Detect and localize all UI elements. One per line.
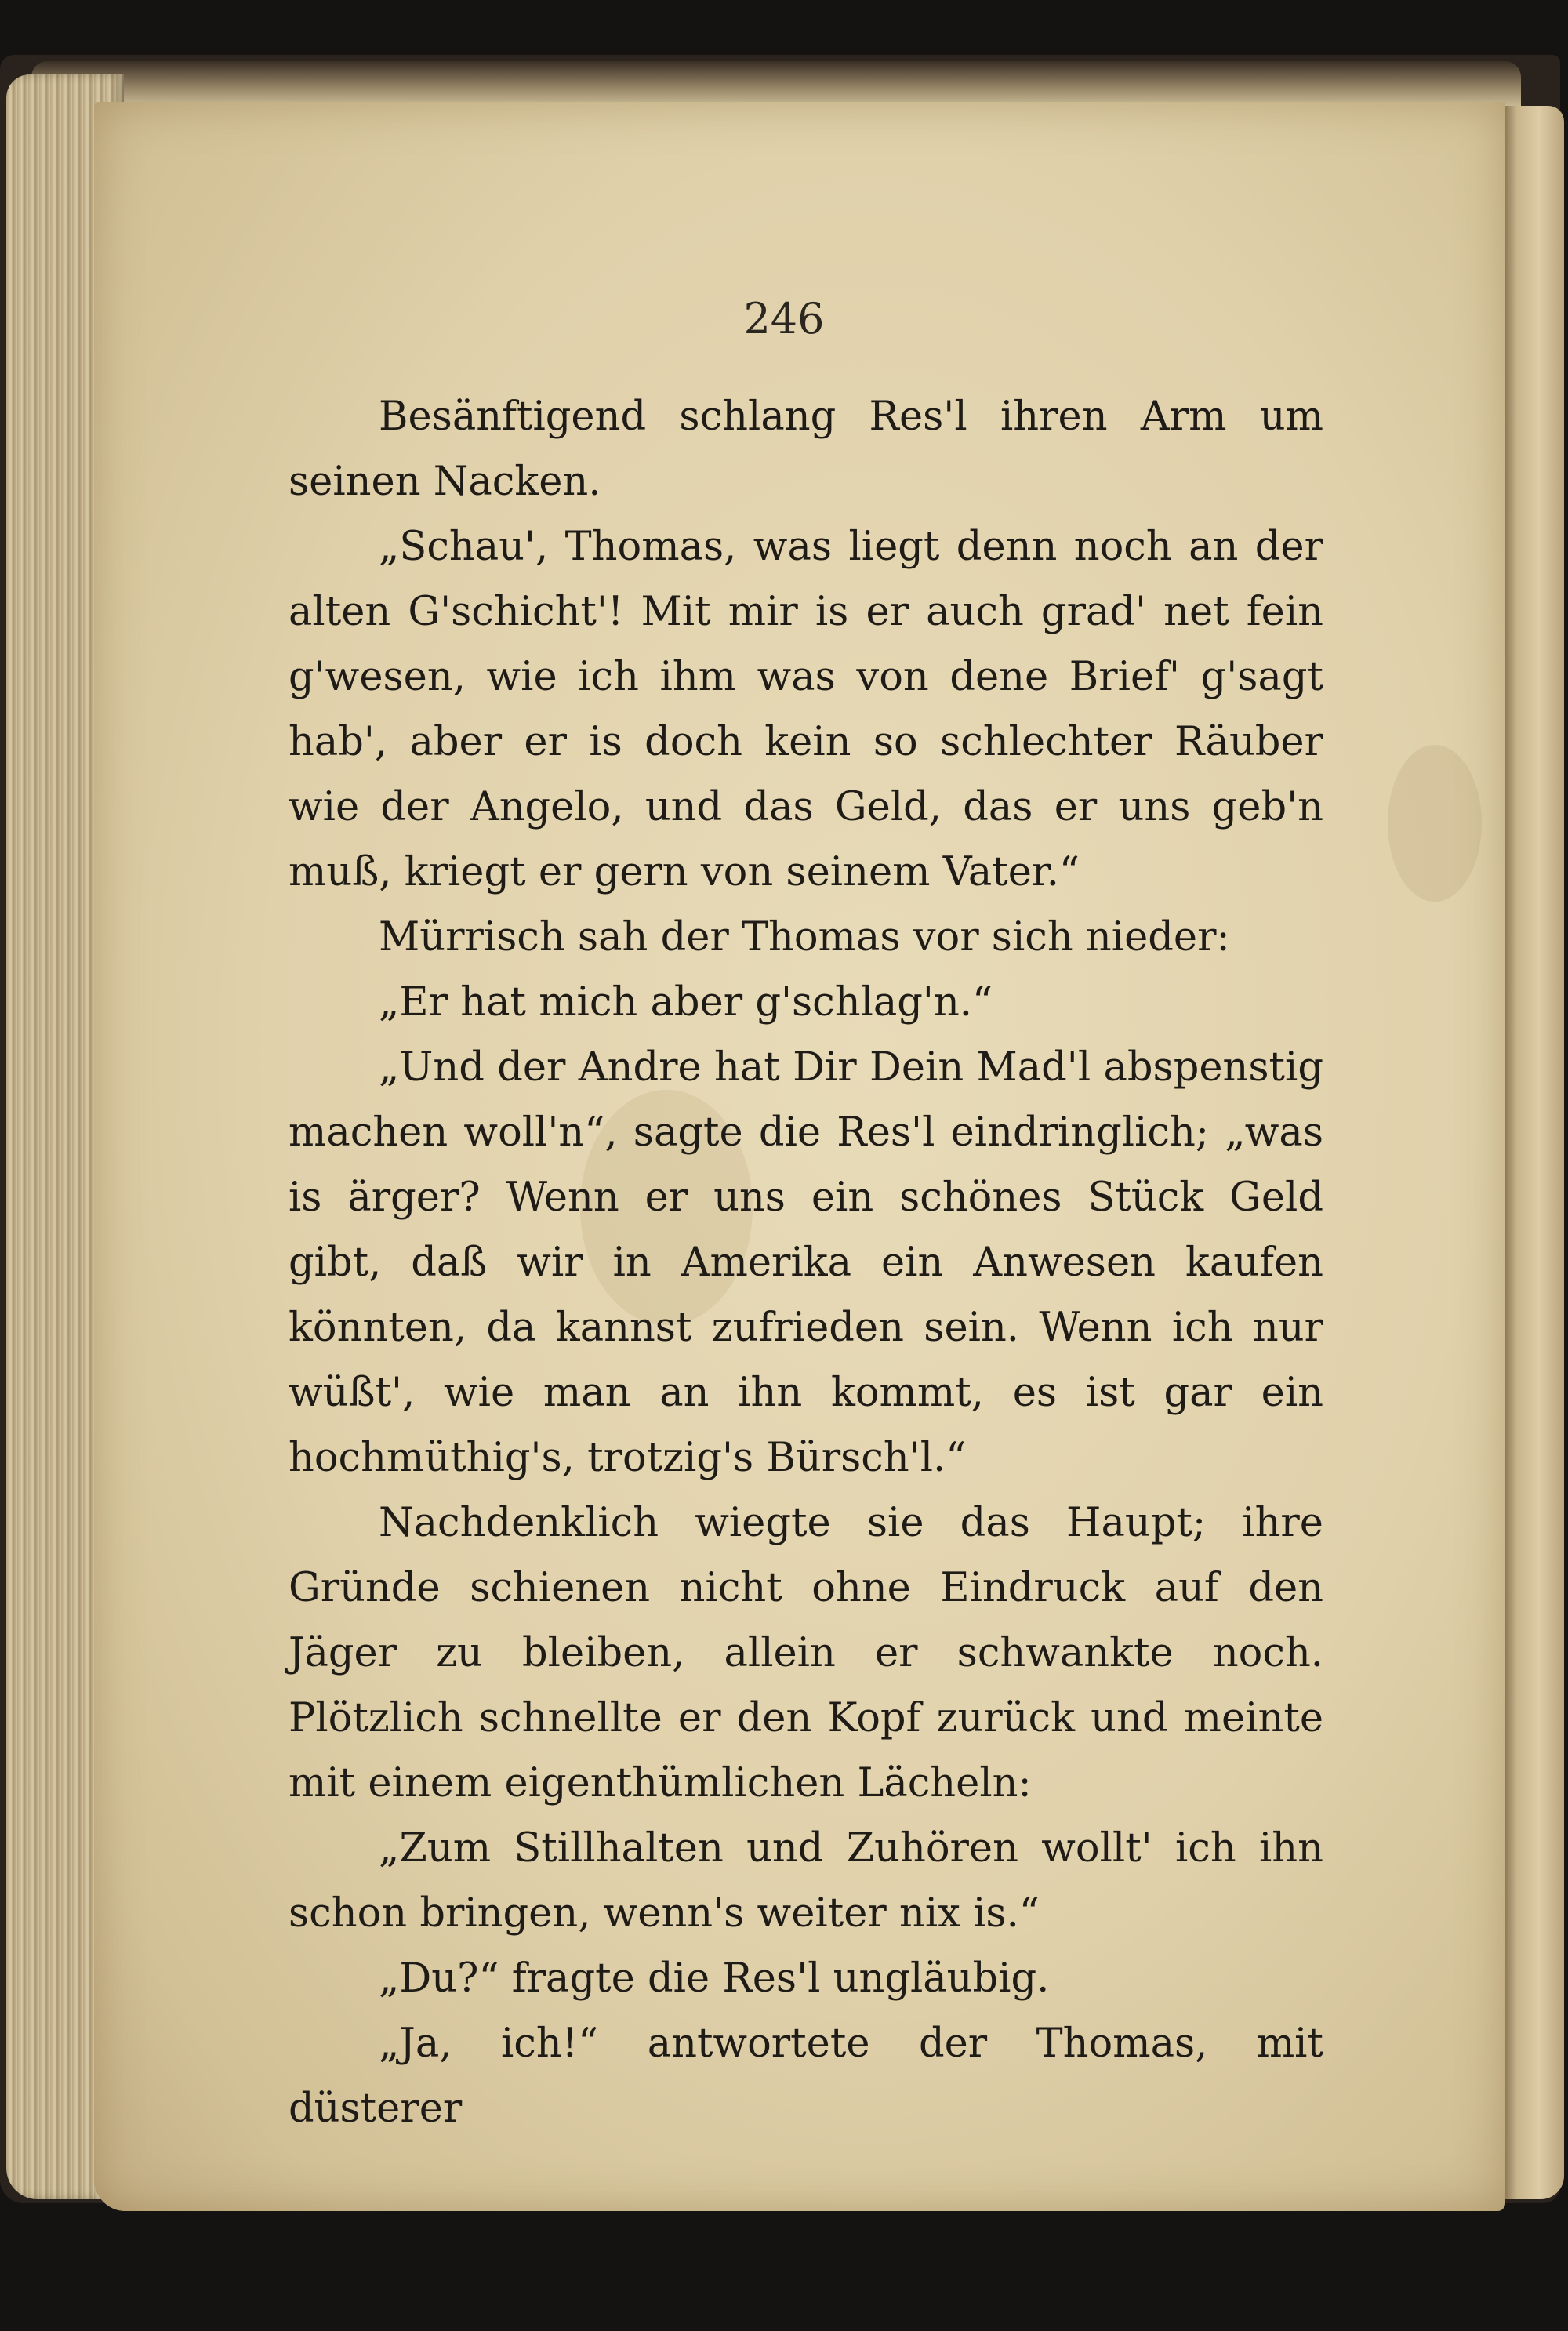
paragraph: „Schau', Thomas, was liegt denn noch an der alten G'schicht'! Mit mir is er auch grad' net fein g'wesen, wie ich ihm was von dene Brief' g'sagt hab', aber er is doch kein so schlechter Räuber wie der Angelo, und das Geld, das er uns geb'n muß, kriegt er gern von seinem Vater.“	[289, 524, 1323, 895]
body-text	[289, 384, 1323, 2141]
paragraph: „Zum Stillhalten und Zuhören wollt' ich ihn schon bringen, wenn's weiter nix is.“	[289, 1825, 1323, 1937]
paragraph: „Du?“ fragte die Res'l ungläubig.	[379, 1955, 1050, 2002]
page-number: 246	[743, 294, 825, 343]
paragraph: Besänftigend schlang Res'l ihren Arm um seinen Nacken.	[289, 394, 1323, 505]
paragraph: Nachdenklich wiegte sie das Haupt; ihre Gründe schienen nicht ohne Eindruck auf den Jäger zu bleiben, allein er schwankte noch. Plötzlich schnellte er den Kopf zurück und meinte mit einem eigenthümlichen Lächeln:	[289, 1500, 1323, 1806]
paragraph: „Er hat mich aber g'schlag'n.“	[379, 979, 993, 1026]
paragraph: „Und der Andre hat Dir Dein Mad'l abspenstig machen woll'n“, sagte die Res'l eindringlich; „was is ärger? Wenn er uns ein schönes Stück Geld gibt, daß wir in Amerika ein Anwesen kaufen könnten, da kannst zufrieden sein. Wenn ich nur wüßt', wie man an ihn kommt, es ist gar ein hochmüthig's, trotzig's Bürsch'l.“	[289, 1044, 1323, 1481]
paragraph: Mürrisch sah der Thomas vor sich nieder:	[379, 914, 1230, 960]
page-stain	[1388, 745, 1482, 902]
paragraph: „Ja, ich!“ antwortete der Thomas, mit düsterer	[289, 2021, 1323, 2132]
top-page-edge	[31, 61, 1521, 108]
right-page-leaf	[1501, 106, 1564, 2199]
